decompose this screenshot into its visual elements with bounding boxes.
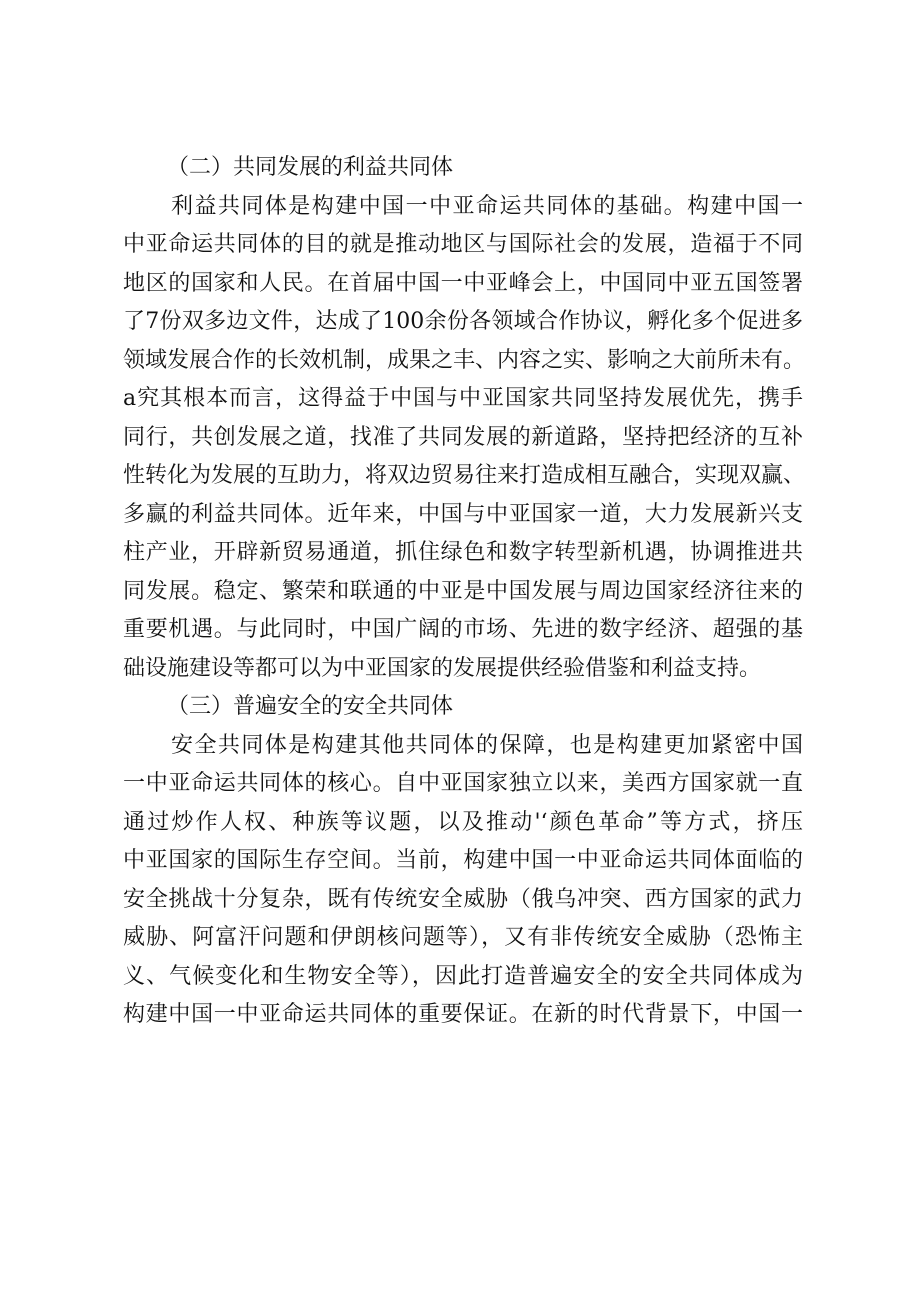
paragraph-line: a究其根本而言，这得益于中国与中亚国家共同坚持发展优先，携手 (123, 386, 803, 411)
paragraph-line: 利益共同体是构建中国一中亚命运共同体的基础。构建中国一 (171, 193, 803, 219)
paragraph-line: 构建中国一中亚命运共同体的重要保证。在新的时代背景下，中国一 (123, 1002, 803, 1027)
paragraph-line: 领域发展合作的长效机制，成果之丰、内容之实、影响之大前所未有。 (123, 347, 806, 373)
paragraph-line: 同行，共创发展之道，找准了共同发展的新道路，坚持把经济的互补 (123, 424, 803, 450)
paragraph-line: 义、气候变化和生物安全等），因此打造普遍安全的安全共同体成为 (123, 963, 803, 989)
section-heading-3: （三）普遍安全的安全共同体 (167, 694, 454, 719)
document-body (123, 149, 806, 1035)
paragraph-line: 了7份双多边文件，达成了100余份各领域合作协议，孵化多个促进多 (123, 309, 803, 334)
section-3-paragraph (123, 727, 803, 1035)
section-heading-2: （二）共同发展的利益共同体 (167, 155, 454, 180)
paragraph-line: 重要机遇。与此同时，中国广阔的市场、先进的数字经济、超强的基 (123, 617, 803, 642)
paragraph-line: 一中亚命运共同体的核心。自中亚国家独立以来，美西方国家就一直 (123, 771, 803, 796)
paragraph-line: 多赢的利益共同体。近年来，中国与中亚国家一道，大力发展新兴支 (123, 501, 803, 527)
paragraph-line: 性转化为发展的互助力，将双边贸易往来打造成相互融合，实现双赢、 (123, 463, 806, 488)
paragraph-line: 威胁、阿富汗问题和伊朗核问题等），又有非传统安全威胁（恐怖主 (123, 925, 803, 950)
paragraph-line: 通过炒作人权、种族等议题，以及推动'‘颜色革命”等方式，挤压 (123, 809, 803, 835)
paragraph-line: 地区的国家和人民。在首届中国一中亚峰会上，中国同中亚五国签署 (123, 270, 803, 296)
paragraph-line: 安全共同体是构建其他共同体的保障，也是构建更加紧密中国 (171, 732, 803, 758)
paragraph-line: 同发展。稳定、繁荣和联通的中亚是中国发展与周边国家经济往来的 (123, 578, 803, 604)
section-2-paragraph (123, 188, 806, 689)
paragraph-line: 安全挑战十分复杂，既有传统安全威胁（俄乌冲突、西方国家的武力 (123, 886, 803, 912)
paragraph-line: 中亚国家的国际生存空间。当前，构建中国一中亚命运共同体面临的 (123, 848, 803, 873)
paragraph-line: 中亚命运共同体的目的就是推动地区与国际社会的发展，造福于不同 (123, 232, 803, 257)
paragraph-line: 柱产业，开辟新贸易通道，抓住绿色和数字转型新机遇，协调推进共 (123, 540, 803, 565)
paragraph-line: 础设施建设等都可以为中亚国家的发展提供经验借鉴和利益支持。 (123, 655, 762, 681)
